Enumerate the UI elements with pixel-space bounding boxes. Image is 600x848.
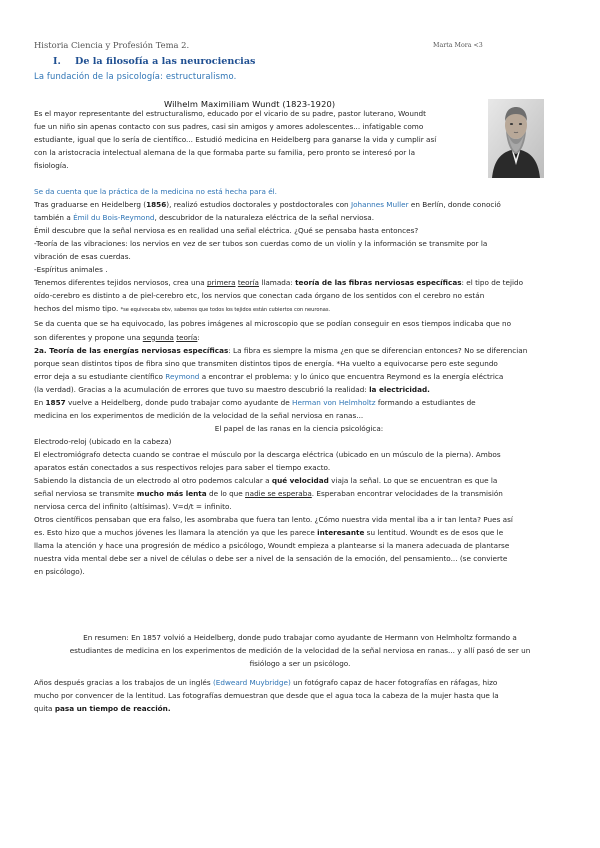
body-line: hechos del mismo tipo. *se equivocaba obv, sabemos que todos los tejidos están cubiertos con neuronas. <box>34 304 331 314</box>
experiment-paragraph <box>34 435 564 579</box>
experiment-line: El electromiógrafo detecta cuando se contrae el músculo por la descarga eléctrica (ubicado en un músculo de la pierna). Ambos <box>34 450 501 460</box>
body-line: Tras graduarse en Heidelberg (1856), realizó estudios doctorales y postdoctorales con Johannes Muller en Berlín, donde conoció <box>34 200 501 210</box>
experiment-line: Sabiendo la distancia de un electrodo al otro podemos calcular a qué velocidad viaja la señal. Lo que se encuentran es que la <box>34 476 498 486</box>
body-line: 2a. Teoría de las energías nerviosas específicas: La fibra es siempre la misma ¿en que se diferencian entonces? No se diferencian <box>34 345 528 355</box>
experiment-line: en psicólogo). <box>34 567 85 577</box>
body-line: Tenemos diferentes tejidos nerviosos, crea una primera teoría llamada: teoría de las fibras nerviosas específicas: el tipo de tejido <box>34 278 524 288</box>
header-right: Marta Mora <3 <box>433 42 483 49</box>
intro-line: con la aristocracia intelectual alemana de la que formaba parte su familia, pero pronto se interesó por la <box>34 148 416 158</box>
body-line: error deja a su estudiante científico Reymond a encontrar el problema: y lo único que encuentra Reymond es la energía eléctrica <box>34 371 504 381</box>
header-left: Historia Ciencia y Profesión Tema 2. <box>34 40 190 50</box>
body-line: vibración de esas cuerdas. <box>34 252 131 262</box>
summary-line: estudiantes de medicina en los experimentos de medición de la velocidad de la señal nerviosa en ranas... y allí pasó de ser un <box>69 646 531 656</box>
muybridge-line: mucho por convencer de la lentitud. Las fotografías demuestran que desde que el agua toca la cabeza de la mujer hasta que la <box>34 691 499 701</box>
experiment-line: señal nerviosa se transmite mucho más lenta de lo que nadie se esperaba. Esperaban encontrar velocidades de la transmisión <box>34 489 503 499</box>
body-line: porque sean distintos tipos de fibra sino que transmiten distintos tipos de energía. *Ha vuelto a equivocarse pero este segundo <box>34 358 498 368</box>
section-title: De la filosofía a las neurociencias <box>75 56 256 67</box>
muybridge-paragraph <box>34 676 564 715</box>
intro-line: Es el mayor representante del estructuralismo, educado por el vicario de su padre, pastor luterano, Woundt <box>34 109 426 118</box>
experiment-line: aparatos están conectados a sus respectivos relojes para saber el tiempo exacto. <box>34 463 331 473</box>
experiment-line: Electrodo-reloj (ubicado en la cabeza) <box>34 437 172 446</box>
body-line: -Espíritus animales . <box>34 265 108 275</box>
muybridge-link[interactable]: (Edweard Muybridge) <box>212 678 291 687</box>
body-line: también a Émil du Bois-Reymond, descubridor de la naturaleza eléctrica de la señal nerviosa. <box>34 213 375 223</box>
muybridge-line: Años después gracias a los trabajos de un inglés (Edweard Muybridge) un fotógrafo capaz de hacer fotografías en ráfagas, hizo <box>34 678 498 687</box>
body-paragraphs <box>34 185 564 396</box>
section-subtitle: La fundación de la psicología: estructuralismo. <box>34 71 237 81</box>
body-line: -Teoría de las vibraciones: los nervios en vez de ser tubos son cuerdas como de un violín y la información se transmite por la <box>34 239 488 249</box>
highlight-line: Se da cuenta que la práctica de la medicina no está hecha para él. <box>34 187 277 196</box>
portrait-photo-icon <box>488 99 544 178</box>
bois-reymond-link[interactable]: Émil du Bois-Reymond <box>73 213 155 223</box>
reymond-link[interactable]: Reymond <box>165 371 200 381</box>
summary-line: En resumen: En 1857 volvió a Heidelberg, donde pudo trabajar como ayudante de Hermann von Helmholtz formando a <box>83 633 517 642</box>
body-line: (la verdad). Gracias a la acumulación de errores que tuvo su maestro descubrió la realidad: la electricidad. <box>34 384 430 394</box>
section-number: I. <box>53 56 61 67</box>
frogs-caption: El papel de las ranas en la ciencia psicológica: <box>214 424 384 434</box>
frogs-paragraph <box>34 396 564 435</box>
body-line: son diferentes y propone una segunda teoría: <box>34 332 200 342</box>
frogs-line: En 1857 vuelve a Heidelberg, donde pudo trabajar como ayudante de Herman von Helmholtz formando a estudiantes de <box>34 398 476 407</box>
muybridge-line: quita pasa un tiempo de reacción. <box>34 704 171 714</box>
experiment-line: es. Esto hizo que a muchos jóvenes les llamara la atención ya que les parece interesante su lentitud. Woundt es de esos que le <box>34 528 504 538</box>
intro-line: fue un niño sin apenas contacto con sus padres, casi sin amigos y amores adolescentes... infatigable como <box>34 122 424 132</box>
portrait-caption: Wilhelm Maximiliam Wundt (1823-1920) <box>164 99 336 109</box>
intro-line: estudiante, igual que lo sería de científico... Estudió medicina en Heidelberg para ganarse la vida y cumplir así <box>34 135 437 145</box>
experiment-line: llama la atención y hace una progresión de médico a psicólogo, Woundt empieza a plantearse si la manera adecuada de plantarse <box>34 541 510 551</box>
experiment-line: nerviosa cerca del infinito (altísimas). V=d/t = infinito. <box>34 502 232 512</box>
frogs-line: medicina en los experimentos de medición de la velocidad de la señal nerviosa en ranas... <box>34 411 364 421</box>
intro-paragraph <box>34 107 486 172</box>
experiment-line: Otros científicos pensaban que era falso, les asombraba que fuera tan lento. ¿Cómo nuestra vida mental iba a ir tan lenta? Pues así <box>34 515 513 525</box>
intro-line: fisiología. <box>34 161 69 171</box>
johannes-muller-link[interactable]: Johannes Muller <box>350 200 409 210</box>
summary-paragraph <box>34 631 566 670</box>
body-line: oído-cerebro es distinto a de piel-cerebro etc, los nervios que conectan cada órgano de los sentidos con el cerebro no están <box>34 291 485 301</box>
body-line: Se da cuenta que se ha equivocado, las pobres imágenes al microscopio que se podían conseguir en esos tiempos indicaba que no <box>34 319 512 329</box>
summary-line: fisiólogo a ser un psicólogo. <box>249 659 351 669</box>
body-line: Émil descubre que la señal nerviosa es en realidad una señal eléctrica. ¿Qué se pensaba hasta entonces? <box>34 226 419 236</box>
experiment-line: nuestra vida mental debe ser a nivel de células o debe ser a nivel de la sensación de la emoción, del pensamiento... (se convierte <box>34 554 508 564</box>
helmholtz-link[interactable]: Herman von Helmholtz <box>292 398 376 407</box>
